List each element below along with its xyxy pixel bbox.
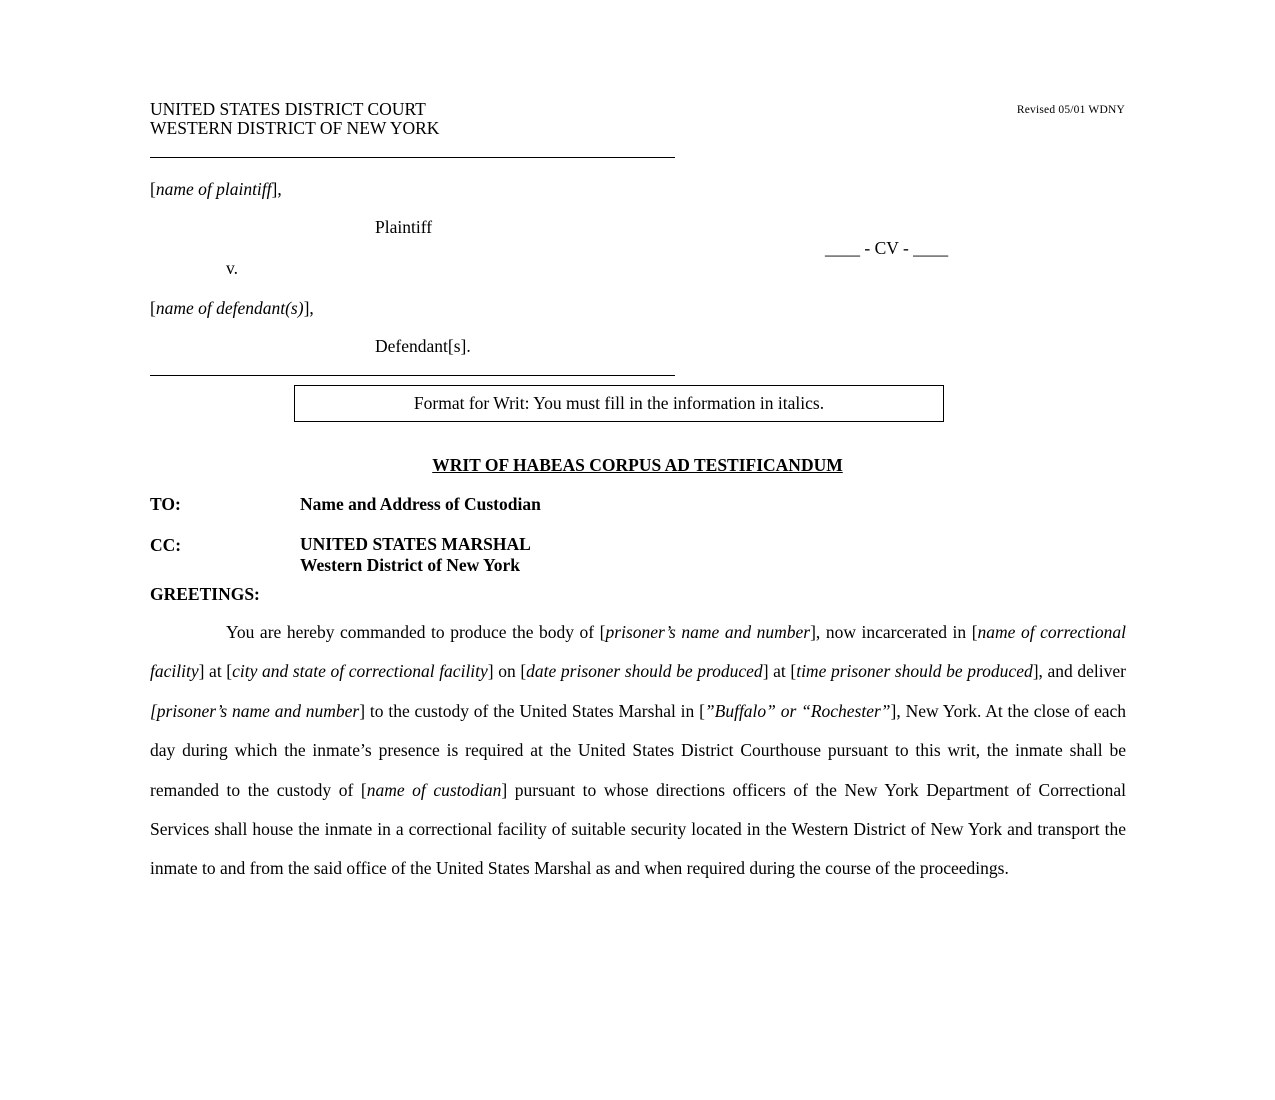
instruction-box — [294, 385, 944, 422]
to-label: TO: — [150, 494, 181, 514]
marshal-city-field: ”Buffalo” or “Rochester” — [704, 700, 891, 721]
district-name: WESTERN DISTRICT OF NEW YORK — [150, 118, 440, 138]
caption-top-rule — [150, 157, 675, 158]
prisoner-name-field-2: [prisoner’s name and number — [150, 700, 360, 721]
versus: v. — [226, 258, 238, 278]
writ-body-paragraph — [150, 613, 1126, 889]
plaintiff-name: name of plaintiff — [155, 179, 272, 199]
custodian-name-field: name of custodian — [366, 779, 502, 800]
cc-line-1: UNITED STATES MARSHAL — [300, 534, 531, 554]
defendant-name: name of defendant(s) — [155, 298, 304, 318]
plaintiff-name-line: [name of plaintiff], — [150, 179, 282, 199]
defendant-label: Defendant[s]. — [375, 336, 471, 356]
body-text: ] on [ — [487, 661, 527, 682]
cc-line-2: Western District of New York — [300, 555, 520, 575]
cc-recipient — [300, 534, 531, 576]
revision-note: Revised 05/01 WDNY — [1016, 104, 1125, 116]
body-text: ] pursuant to whose directions officers of the New York Department of Correctional Services shall house the inmate in a correctional facility of suitable security located in the Western District of New York and transport the inmate to and from the said office of the United States Marshal as and when required during the course of the proceedings. — [150, 779, 1127, 879]
court-header — [150, 100, 439, 138]
body-text: ] at [ — [198, 661, 233, 682]
prisoner-name-field: prisoner’s name and number — [605, 622, 811, 642]
caption-bottom-rule — [150, 375, 675, 376]
facility-name-field: name of correctional facility — [150, 622, 1127, 682]
cc-label: CC: — [150, 535, 182, 555]
body-text: ] at [ — [762, 661, 797, 682]
greetings: GREETINGS: — [150, 584, 260, 604]
facility-location-field: city and state of correctional facility — [232, 661, 488, 682]
instruction-text: Format for Writ: You must fill in the information in italics. — [413, 393, 825, 413]
document-title: WRIT OF HABEAS CORPUS AD TESTIFICANDUM — [432, 455, 843, 475]
custodian-field: Name and Address of Custodian — [300, 494, 541, 514]
body-text: ], New York. At the close of each day during which the inmate’s presence is required at the United States District Courthouse pursuant to this writ, the inmate shall be remanded to the custody of [ — [150, 700, 1126, 800]
body-text: ] to the custody of the United States Marshal in [ — [359, 700, 705, 721]
plaintiff-label: Plaintiff — [375, 217, 433, 237]
court-name: UNITED STATES DISTRICT COURT — [150, 99, 426, 119]
body-text: ], and deliver — [1032, 661, 1126, 682]
production-time-field: time prisoner should be produced — [796, 661, 1033, 682]
production-date-field: date prisoner should be produced — [526, 661, 763, 682]
case-number: ____ - CV - ____ — [825, 238, 949, 258]
body-text: You are hereby commanded to produce the body of [ — [226, 622, 606, 642]
defendant-name-line: [name of defendant(s)], — [150, 298, 314, 318]
body-text: ], now incarcerated in [ — [810, 622, 978, 642]
